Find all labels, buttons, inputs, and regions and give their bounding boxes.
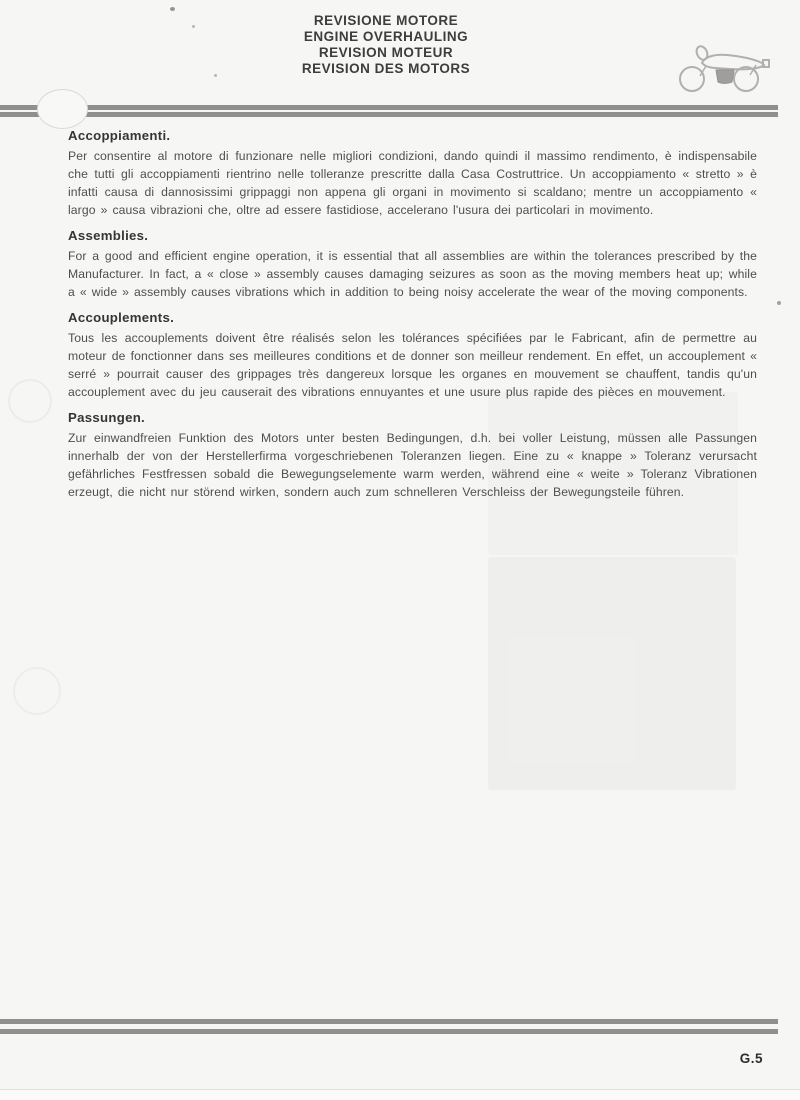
- motorcycle-icon: [672, 36, 776, 94]
- scan-speck: [214, 74, 217, 77]
- reverse-side-bleed-lower: [488, 557, 736, 790]
- bottom-rule-lower: [0, 1029, 778, 1034]
- section-heading-english: Assemblies.: [68, 228, 149, 243]
- page-header: [0, 13, 786, 77]
- section-german: [68, 410, 757, 501]
- punch-hole-ghost-1: [8, 379, 52, 423]
- scan-speck: [170, 7, 175, 11]
- section-english: [68, 228, 757, 301]
- page-number: G.5: [739, 1051, 763, 1066]
- section-italian: [68, 128, 757, 219]
- top-rule-upper: [0, 105, 778, 110]
- header-title-italian: REVISIONE MOTORE: [313, 13, 459, 28]
- header-title-german: REVISION DES MOTORS: [301, 61, 471, 76]
- bottom-rule-upper: [0, 1019, 778, 1024]
- binder-punch-hole: [37, 89, 88, 129]
- section-body-french: Tous les accouplements doivent être réalisés selon les tolérances spécifiées par le Fabricant, afin de permettre au moteur de fonctionner dans ses meilleures conditions et de donner son meilleur rendement. En effet, un accouplement « serré » pourrait causer des grippages très dangereux lorsque les organes en mouvement se chauffent, tandis qu'un accouplement avec du jeu causerait des vibrations ennuyantes et une usure plus rapide des pièces en mouvement.: [68, 331, 757, 399]
- page-bottom-margin: [0, 1090, 800, 1100]
- section-body-english: For a good and efficient engine operation, it is essential that all assemblies are within the tolerances prescribed by the Manufacturer. In fact, a « close » assembly causes damaging seizures as soon as the moving members heat up; while a « wide » assembly causes vibrations which in addition to being noisy accelerate the wear of the moving components.: [68, 249, 757, 299]
- section-heading-french: Accouplements.: [68, 310, 175, 325]
- page-content: [68, 128, 757, 510]
- top-rule-lower: [0, 112, 778, 117]
- section-body-italian: Per consentire al motore di funzionare nelle migliori condizioni, dando quindi il massimo rendimento, è indispensabile che tutti gli accoppiamenti rientrino nelle tolleranze prescritte dalla Casa Costruttrice. Un accoppiamento « stretto » è infatti causa di dannosissimi grippaggi non appena gli organi in movimento si scaldano; mentre un accoppiamento « largo » causa vibrazioni che, oltre ad essere fastidiose, accelerano l'usura dei particolari in movimento.: [68, 149, 757, 217]
- scan-speck: [777, 301, 781, 305]
- section-heading-german: Passungen.: [68, 410, 146, 425]
- scan-speck: [192, 25, 195, 28]
- punch-hole-ghost-2: [13, 667, 61, 715]
- section-heading-italian: Accoppiamenti.: [68, 128, 171, 143]
- section-french: [68, 310, 757, 401]
- section-body-german: Zur einwandfreien Funktion des Motors unter besten Bedingungen, d.h. bei voller Leistung, müssen alle Passungen innerhalb der von der Herstellerfirma vorgeschriebenen Toleranzen liegen. Eine zu « knappe » Toleranz verursacht gefährliches Festfressen sobald die Bewegungselemente warm werden, während eine « weite » Toleranz Vibrationen erzeugt, die nicht nur störend wirken, sondern auch zum schnelleren Verschleiss der Bewegungsteile führen.: [68, 431, 757, 499]
- header-title-french: REVISION MOTEUR: [318, 45, 454, 60]
- header-title-english: ENGINE OVERHAULING: [303, 29, 469, 44]
